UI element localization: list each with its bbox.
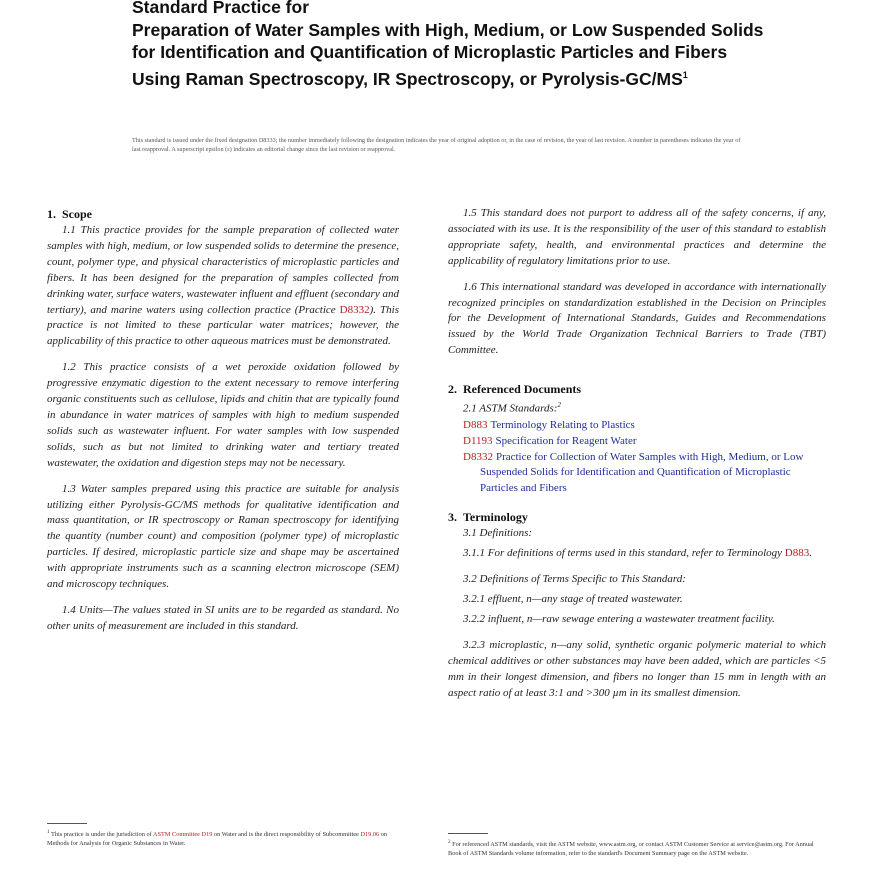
section-number: 1. xyxy=(47,207,56,221)
paragraph-3-2-3: 3.2.3 microplastic, n—any solid, synthetic organic polymeric material to which chemical additives or other substances may have been added, which are particles <5 mm in their longest dimension, and fibers no longer than 15 mm in length with an aspect ratio of at least 3:1 and >300 µm in its smallest dimension. xyxy=(448,638,826,699)
para-text-end: . xyxy=(809,547,812,560)
paragraph-3-1-1 xyxy=(448,546,826,562)
section-number: 3. xyxy=(448,510,457,525)
paragraph-1-5: 1.5 This standard does not purport to address all of the safety concerns, if any, associated with its use. It is the responsibility of the user of this standard to establish appropriate safety, health, and environmental practices and determine the applicability of regulatory limitations prior to use. xyxy=(448,207,826,267)
section-title: Scope xyxy=(62,207,92,221)
footnote-rule-right xyxy=(448,833,488,834)
footnote-rule-left xyxy=(47,823,87,824)
reference-code[interactable]: D1193 xyxy=(463,434,493,447)
document-title xyxy=(132,0,772,90)
section-title: Terminology xyxy=(463,510,528,525)
footnote-mark: 2 xyxy=(448,840,451,845)
footnote-text: on Methods for Analysis for Organic Substances in Water. xyxy=(47,831,388,848)
para-text: The values stated in SI units are to be regarded as standard. No other units of measurement are included in this standard. xyxy=(47,603,399,632)
left-column xyxy=(47,206,399,645)
reference-title[interactable]: Specification for Reagent Water xyxy=(495,434,637,447)
title-main xyxy=(132,19,772,91)
para-text: 3.1.1 For definitions of terms used in this standard, refer to Terminology xyxy=(463,547,785,560)
reference-code[interactable]: D883 xyxy=(463,418,488,431)
paragraph-3-2: 3.2 Definitions of Terms Specific to This Standard: xyxy=(463,573,686,586)
referenced-intro xyxy=(463,398,826,418)
para-text-end: ). This practice is not limited to these particular water matrices; however, the applicability of this practice to other aqueous matrices must be demonstrated. xyxy=(47,303,399,348)
paragraph-1-1 xyxy=(47,223,399,350)
title-footnote-mark: 1 xyxy=(682,69,688,80)
reference-item[interactable] xyxy=(448,450,826,498)
reference-item[interactable] xyxy=(448,434,826,450)
reference-title[interactable]: Terminology Relating to Plastics xyxy=(490,418,635,431)
para-label: 1.4 Units— xyxy=(62,603,113,616)
title-prefix: Standard Practice for xyxy=(132,0,309,17)
section-heading-terminology xyxy=(448,509,826,525)
paragraph-3-2-1: 3.2.1 effluent, n—any stage of treated wastewater. xyxy=(463,592,683,605)
footnote-mark: 1 xyxy=(47,830,50,835)
footnote-text: For referenced ASTM standards, visit the ASTM website, www.astm.org, or contact ASTM Customer Service at service@astm.org. For Annual Book of ASTM Standards volume information, refer to the standard's Document Summary page on the ASTM website. xyxy=(448,841,814,858)
paragraph-3-2-2: 3.2.2 influent, n—raw sewage entering a wastewater treatment facility. xyxy=(463,612,775,625)
footnote-text: on Water and is the direct responsibility of Subcommittee xyxy=(212,831,361,839)
ref-intro-text: 2.1 ASTM Standards: xyxy=(463,402,558,415)
standard-designation-note: This standard is issued under the fixed designation D8333; the number immediately following the designation indicates the year of original adoption or, in the case of revision, the year of last revision. A number in parentheses indicates the year of last reapproval. A superscript epsilon (ε) indicates an editorial change since the last revision or reapproval. xyxy=(132,137,741,154)
section-heading-referenced-documents xyxy=(448,381,826,397)
reference-title[interactable]: Practice for Collection of Water Samples with High, Medium, or Low Suspended Solids for Identification and Quantification of Microplastic Particles and Fibers xyxy=(480,450,804,495)
para-text: 1.1 This practice provides for the sample preparation of collected water samples with high, medium, or low suspended solids to determine the presence, count, polymer type, and physical characteristics of microplastic particles and fibers. It has been designed for the preparation of samples collected from drinking water, surface waters, wastewater influent and effluent (secondary and tertiary), and marine waters using collection practice (Practice xyxy=(47,224,399,316)
footnote-link-subcommittee[interactable]: D19.06 xyxy=(360,831,380,839)
ref-intro-mark: 2 xyxy=(557,401,561,410)
paragraph-1-4 xyxy=(47,603,399,635)
paragraph-1-3: 1.3 Water samples prepared using this practice are suitable for analysis utilizing either Pyrolysis-GC/MS methods for qualitative identification and mass quantitation, or IR spectroscopy or Raman spectroscopy for identifying the quantity (number count) and composition (polymer type) of microplastic particles. If desired, microplastic particle size and shape may be ascertained with appropriate instruments such as a scanning electron microscope (SEM) and microscopy techniques. xyxy=(47,482,399,591)
paragraph-1-6: 1.6 This international standard was developed in accordance with internationally recognized principles on standardization established in the Decision on Principles for the Development of International Standards, Guides and Recommendations issued by the World Trade Organization Technical Barriers to Trade (TBT) Committee. xyxy=(448,280,826,357)
section-heading-scope xyxy=(47,206,399,222)
paragraph-3-1: 3.1 Definitions: xyxy=(463,527,533,540)
title-main-text: Preparation of Water Samples with High, Medium, or Low Suspended Solids for Identification and Quantification of Microplastic Particles and Fibers Using Raman Spectroscopy, IR Spectroscopy, or Pyrolysis-GC/MS xyxy=(132,19,764,89)
reference-code[interactable]: D8332 xyxy=(463,450,493,463)
section-number: 2. xyxy=(448,382,457,397)
section-gap xyxy=(448,369,826,381)
link-d883[interactable]: D883 xyxy=(784,547,810,560)
section-gap xyxy=(448,497,826,509)
paragraph-1-2: 1.2 This practice consists of a wet peroxide oxidation followed by progressive enzymatic digestion to the extent necessary to remove interfering organic constituents such as cellulose, lipids and chitin that are typically found in abundance in water matrices of samples with high to medium suspended solids such as wastewater influent. For water samples with low suspended solids, such as but not limited to drinking water and tertiary treated wastewater, the oxidation and digestion steps may not be necessary. xyxy=(47,361,399,469)
right-column xyxy=(448,206,826,711)
reference-item[interactable] xyxy=(448,418,826,434)
footnote-text: This practice is under the jurisdiction of xyxy=(50,831,153,839)
link-d8332[interactable]: D8332 xyxy=(339,303,370,316)
footnote-right xyxy=(448,838,826,859)
footnote-link-committee[interactable]: ASTM Committee D19 xyxy=(152,831,213,839)
section-title: Referenced Documents xyxy=(463,382,582,397)
footnote-left xyxy=(47,828,399,849)
